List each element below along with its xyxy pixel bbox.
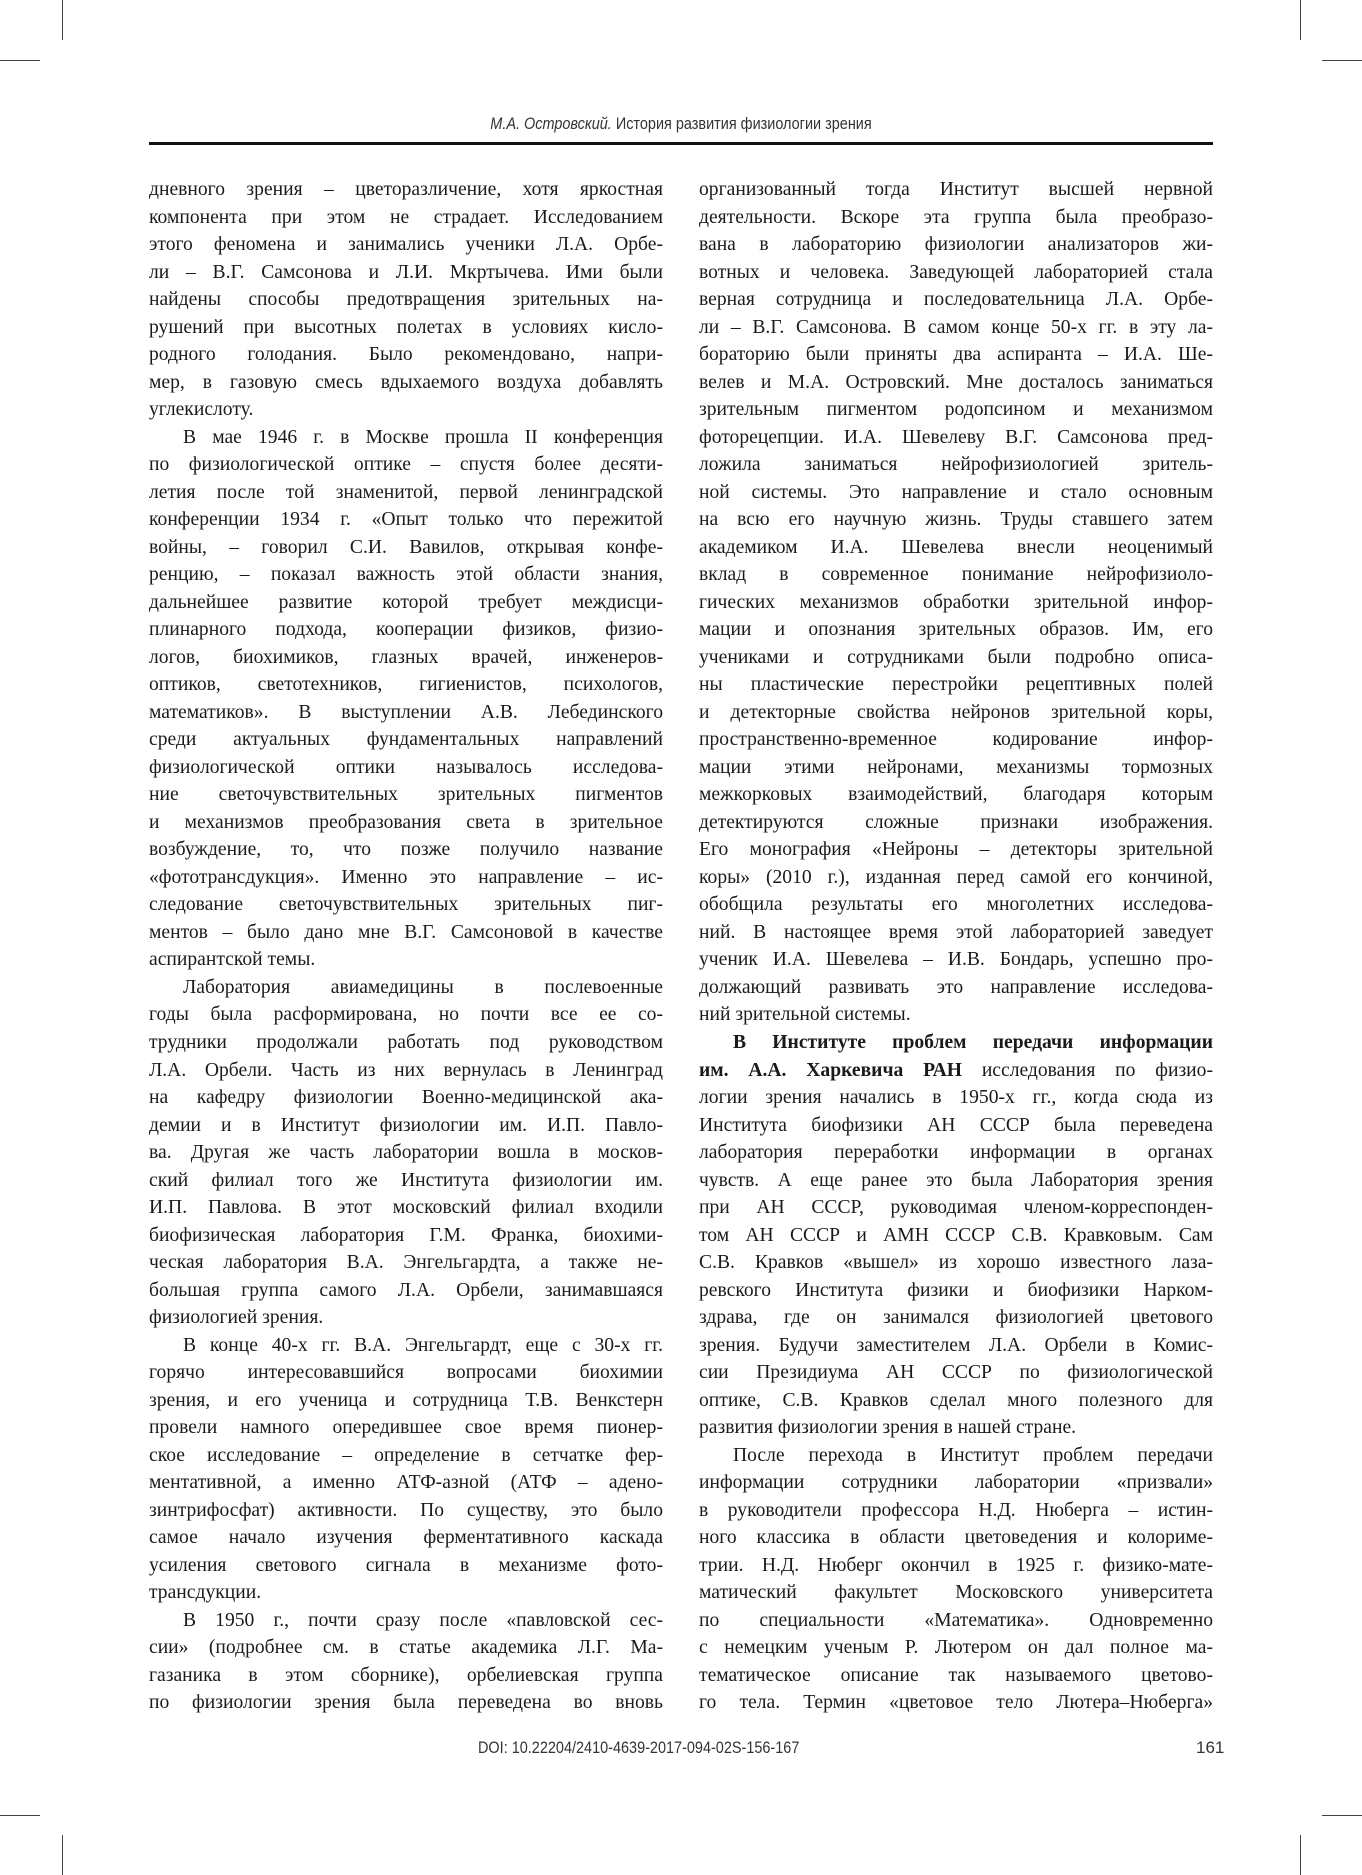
text-line: рушений при высотных полетах в условиях кисло- bbox=[149, 316, 663, 338]
header-author: М.А. Островский. bbox=[490, 114, 612, 133]
text-line: ной системы. Это направление и стало основным bbox=[699, 481, 1213, 503]
bold-text: им. А.А. Харкевича РАН bbox=[699, 1059, 962, 1081]
text-line: и детекторные свойства нейронов зрительной коры, bbox=[699, 701, 1213, 723]
text-line: мации и опознания зрительных образов. Им, его bbox=[699, 619, 1213, 641]
text-line: развития физиологии зрения в нашей стране. bbox=[699, 1417, 1077, 1439]
text-line: коры» (2010 г.), изданная перед самой его кончиной, bbox=[699, 866, 1213, 888]
text-line: летия после той знаменитой, первой ленинградской bbox=[149, 481, 663, 503]
text-line: гических механизмов обработки зрительной инфор- bbox=[699, 591, 1213, 613]
text-line: учениками и сотрудниками были подробно описа- bbox=[699, 646, 1213, 668]
running-header bbox=[229, 114, 1133, 134]
text-line: ний зрительной системы. bbox=[699, 1004, 911, 1026]
text-line: матический факультет Московского университета bbox=[699, 1582, 1213, 1604]
text-line: сии Президиума АН СССР по физиологической bbox=[699, 1362, 1213, 1384]
text-line: «фототрансдукция». Именно это направление – ис- bbox=[149, 866, 663, 888]
crop-mark bbox=[62, 0, 63, 40]
text-line: го тела. Термин «цветовое тело Лютера–Нюберга» bbox=[699, 1692, 1213, 1714]
text-line: плинарного подхода, кооперации физиков, физио- bbox=[149, 619, 663, 641]
text-line: ученик И.А. Шевелева – И.В. Бондарь, успешно про- bbox=[699, 949, 1213, 971]
text-line: возбуждение, то, что позже получило название bbox=[149, 839, 663, 861]
text-line: ментативной, а именно АТФ-азной (АТФ – адено- bbox=[149, 1472, 663, 1494]
crop-mark bbox=[0, 60, 40, 61]
text-line: найдены способы предотвращения зрительных на- bbox=[149, 289, 663, 311]
text-line: информации сотрудники лаборатории «призвали» bbox=[699, 1472, 1213, 1494]
text-line: ли – В.Г. Самсонова и Л.И. Мкртычева. Ими были bbox=[149, 261, 663, 283]
text-line: большая группа самого Л.А. Орбели, занимавшаяся bbox=[149, 1279, 663, 1301]
text-line: логов, биохимиков, глазных врачей, инженеров- bbox=[149, 646, 663, 668]
text-line bbox=[699, 1029, 1213, 1057]
text-line: усиления светового сигнала в механизме фото- bbox=[149, 1554, 663, 1576]
text-line: ны пластические перестройки рецептивных полей bbox=[699, 674, 1213, 696]
text-line: зрительным пигментом родопсином и механизмом bbox=[699, 399, 1213, 421]
text-line: углекислоту. bbox=[149, 399, 254, 421]
text-line: по специальности «Математика». Одновременно bbox=[699, 1609, 1213, 1631]
text-line: ний. В настоящее время этой лабораторией заведует bbox=[699, 921, 1213, 943]
text-line: зинтрифосфат) активности. По существу, это было bbox=[149, 1499, 663, 1521]
text-line: с немецким ученым Р. Лютером он дал полное ма- bbox=[699, 1637, 1213, 1659]
text-line: ское исследование – определение в сетчатке фер- bbox=[149, 1444, 663, 1466]
text-line: трии. Н.Д. Нюберг окончил в 1925 г. физико-мате- bbox=[699, 1554, 1213, 1576]
text-line: В мае 1946 г. в Москве прошла II конференция bbox=[183, 426, 663, 448]
text-line: ренцию, – показал важность этой области знания, bbox=[149, 564, 663, 586]
text-line: сии» (подробнее см. в статье академика Л.Г. Ма- bbox=[149, 1637, 663, 1659]
text-line: том АН СССР и АМН СССР С.В. Кравковым. Сам bbox=[699, 1224, 1213, 1246]
text-line: С.В. Кравков «вышел» из хорошо известного лаза- bbox=[699, 1252, 1213, 1274]
text-line: детектируются сложные признаки изображения. bbox=[699, 811, 1213, 833]
text-line: тематическое описание так называемого цветово- bbox=[699, 1664, 1213, 1686]
text-line: бораторию были приняты два аспиранта – И.А. Ше- bbox=[699, 344, 1213, 366]
crop-mark bbox=[1300, 0, 1301, 40]
text-line: зрения, и его ученица и сотрудница Т.В. Венкстерн bbox=[149, 1389, 663, 1411]
text-line: В 1950 г., почти сразу после «павловской сес- bbox=[183, 1609, 663, 1631]
crop-mark bbox=[1322, 60, 1362, 61]
text-line: конференции 1934 г. «Опыт только что пережитой bbox=[149, 509, 663, 531]
doi: DOI: 10.22204/2410-4639-2017-094-02S-156-167 bbox=[478, 1738, 800, 1757]
crop-mark bbox=[62, 1835, 63, 1875]
text-line: велев и М.А. Островский. Мне досталось заниматься bbox=[699, 371, 1213, 393]
text-line: трансдукции. bbox=[149, 1582, 262, 1604]
text-line: пространственно-временное кодирование инфор- bbox=[699, 729, 1213, 751]
text-line: газаника в этом сборнике), орбелиевская группа bbox=[149, 1664, 663, 1686]
text-line: Л.А. Орбели. Часть из них вернулась в Ленинград bbox=[149, 1059, 663, 1081]
text-line: трудники продолжали работать под руководством bbox=[149, 1031, 663, 1053]
text-line: войны, – говорил С.И. Вавилов, открывая конфе- bbox=[149, 536, 663, 558]
text-line: логии зрения начались в 1950-х гг., когда сюда из bbox=[699, 1087, 1213, 1109]
text-line: годы была расформирована, но почти все ее со- bbox=[149, 1004, 663, 1026]
text-line: по физиологической оптике – спустя более десяти- bbox=[149, 454, 663, 476]
text-column-left bbox=[149, 176, 663, 1717]
page-number: 161 bbox=[1196, 1738, 1225, 1757]
crop-mark bbox=[1322, 1815, 1362, 1816]
text-line: ский филиал того же Института физиологии им. bbox=[149, 1169, 663, 1191]
text-line: обобщила результаты его многолетних исследова- bbox=[699, 894, 1213, 916]
text-line: В конце 40-х гг. В.А. Энгельгардт, еще с 30-х гг. bbox=[183, 1334, 663, 1356]
text-line: горячо интересовавшийся вопросами биохимии bbox=[149, 1362, 663, 1384]
text-line: ревского Института физики и биофизики Нарком- bbox=[699, 1279, 1213, 1301]
text-line: Лаборатория авиамедицины в послевоенные bbox=[183, 976, 663, 998]
text-line: деятельности. Вскоре эта группа была преобразо- bbox=[699, 206, 1213, 228]
text-line: ного классика в области цветоведения и колориме- bbox=[699, 1527, 1213, 1549]
text-line bbox=[699, 1057, 1213, 1085]
text-line: и механизмов преобразования света в зрительное bbox=[149, 811, 663, 833]
text-line: родного голодания. Было рекомендовано, напри- bbox=[149, 344, 663, 366]
text-line: мер, в газовую смесь вдыхаемого воздуха добавлять bbox=[149, 371, 663, 393]
text-line: межкорковых взаимодействий, благодаря которым bbox=[699, 784, 1213, 806]
text-line: следование светочувствительных зрительных пиг- bbox=[149, 894, 663, 916]
text-line: здрава, где он занимался физиологией цветового bbox=[699, 1307, 1213, 1329]
text-line: демии и в Институт физиологии им. И.П. Павло- bbox=[149, 1114, 663, 1136]
text-line: лаборатория переработки информации в органах bbox=[699, 1142, 1213, 1164]
text-line: зрения. Будучи заместителем Л.А. Орбели в Комис- bbox=[699, 1334, 1213, 1356]
text-line: верная сотрудница и последовательница Л.А. Орбе- bbox=[699, 289, 1213, 311]
text-line: физиологической оптики называлось исследова- bbox=[149, 756, 663, 778]
text-line: провели намного опередившее свое время пионер- bbox=[149, 1417, 663, 1439]
header-rule bbox=[149, 142, 1213, 145]
text-line: организованный тогда Институт высшей нервной bbox=[699, 179, 1213, 200]
crop-mark bbox=[1300, 1835, 1301, 1875]
bold-text: В Институте проблем передачи информации bbox=[733, 1031, 1213, 1053]
text-line: компонента при этом не страдает. Исследованием bbox=[149, 206, 663, 228]
text-line: в руководители профессора Н.Д. Нюберга – истин- bbox=[699, 1499, 1213, 1521]
text-line: самое начало изучения ферментативного каскада bbox=[149, 1527, 663, 1549]
text-line: вана в лабораторию физиологии анализаторов жи- bbox=[699, 234, 1213, 256]
text-line: этого феномена и занимались ученики Л.А. Орбе- bbox=[149, 234, 663, 256]
text-column-right bbox=[699, 176, 1213, 1717]
text-line: чувств. А еще ранее это была Лаборатория зрения bbox=[699, 1169, 1213, 1191]
text-line: оптике, С.В. Кравков сделал много полезного для bbox=[699, 1389, 1213, 1411]
text-line: ва. Другая же часть лаборатории вошла в москов- bbox=[149, 1142, 663, 1164]
text-line: После перехода в Институт проблем передачи bbox=[733, 1444, 1213, 1466]
text-line: фоторецепции. И.А. Шевелеву В.Г. Самсонова пред- bbox=[699, 426, 1213, 448]
text-line: должающий развивать это направление исследова- bbox=[699, 976, 1213, 998]
text-line: ментов – было дано мне В.Г. Самсоновой в качестве bbox=[149, 921, 663, 943]
text-line: на кафедру физиологии Военно-медицинской ака- bbox=[149, 1087, 663, 1109]
text-line: ли – В.Г. Самсонова. В самом конце 50-х гг. в эту ла- bbox=[699, 316, 1213, 338]
header-title: История развития физиологии зрения bbox=[615, 114, 872, 133]
text-line: ложила заниматься нейрофизиологией зритель- bbox=[699, 454, 1213, 476]
text-line: мации этими нейронами, механизмы тормозных bbox=[699, 756, 1213, 778]
text-line: биофизическая лаборатория Г.М. Франка, биохими- bbox=[149, 1224, 663, 1246]
text-line: вотных и человека. Заведующей лабораторией стала bbox=[699, 261, 1213, 283]
crop-mark bbox=[0, 1815, 40, 1816]
line-text: исследования по физио- bbox=[962, 1059, 1213, 1081]
text-line: Его монография «Нейроны – детекторы зрительной bbox=[699, 839, 1213, 861]
text-line: аспирантской темы. bbox=[149, 949, 316, 971]
text-line: ние светочувствительных зрительных пигментов bbox=[149, 784, 663, 806]
text-line: дневного зрения – цветоразличение, хотя яркостная bbox=[149, 179, 663, 200]
text-line: при АН СССР, руководимая членом-корреспонден- bbox=[699, 1197, 1213, 1219]
text-line: среди актуальных фундаментальных направлений bbox=[149, 729, 663, 751]
text-line: ческая лаборатория В.А. Энгельгардта, а также не- bbox=[149, 1252, 663, 1274]
text-line: оптиков, светотехников, гигиенистов, психологов, bbox=[149, 674, 663, 696]
text-line: И.П. Павлова. В этот московский филиал входили bbox=[149, 1197, 663, 1219]
text-line: по физиологии зрения была переведена во вновь bbox=[149, 1692, 663, 1714]
text-line: математиков». В выступлении А.В. Лебединского bbox=[149, 701, 663, 723]
text-line: дальнейшее развитие которой требует междисци- bbox=[149, 591, 663, 613]
text-line: академиком И.А. Шевелева внесли неоценимый bbox=[699, 536, 1213, 558]
text-line: вклад в современное понимание нейрофизиоло- bbox=[699, 564, 1213, 586]
text-line: физиологией зрения. bbox=[149, 1307, 324, 1329]
text-line: Института биофизики АН СССР была переведена bbox=[699, 1114, 1213, 1136]
text-line: на всю его научную жизнь. Труды ставшего затем bbox=[699, 509, 1213, 531]
